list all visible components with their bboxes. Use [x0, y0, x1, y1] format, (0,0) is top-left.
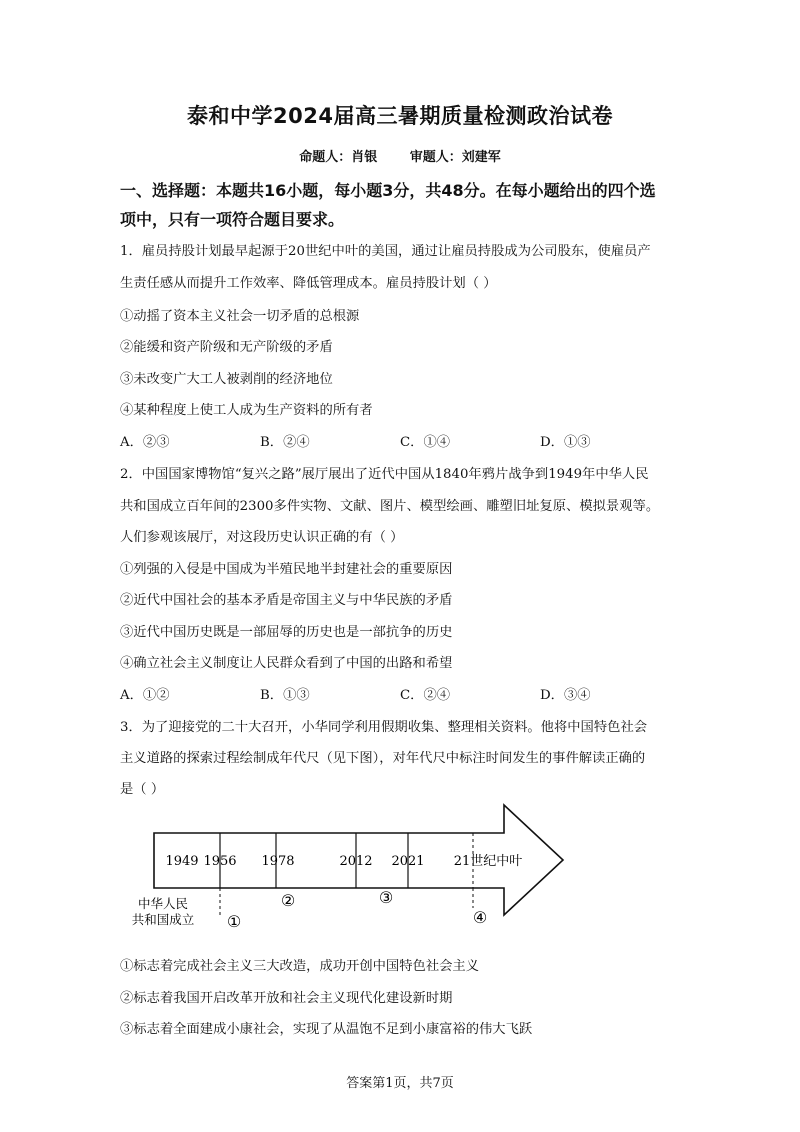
year-2021: 2021: [391, 854, 425, 869]
year-1949: 1949: [165, 854, 199, 869]
year-2012: 2012: [339, 854, 373, 869]
q1-stem-line2: 生责任感从而提升工作效率、降低管理成本。雇员持股计划（ ）: [120, 276, 497, 291]
q1-item-1: ①动摇了资本主义社会一切矛盾的总根源: [120, 309, 360, 324]
q3-item-1: ①标志着完成社会主义三大改造，成功开创中国特色社会主义: [120, 959, 480, 974]
q2-stem-line3: 人们参观该展厅，对这段历史认识正确的有（ ）: [120, 530, 404, 545]
q2-stem-line1: 2．中国国家博物馆“复兴之路”展厅展出了近代中国从1840年鸦片战争到1949年中华人民: [120, 467, 649, 482]
q1-option-b[interactable]: B．②④: [260, 435, 310, 450]
q2-option-b[interactable]: B．①③: [260, 688, 310, 703]
page-footer: 答案第1页，共7页: [346, 1076, 454, 1091]
exam-title: 泰和中学2024届高三暑期质量检测政治试卷: [187, 104, 613, 128]
q2-option-d[interactable]: D．③④: [540, 688, 591, 703]
q3-stem-line2: 主义道路的探索过程绘制成年代尺（见下图），对年代尺中标注时间发生的事件解读正确的: [120, 751, 646, 766]
section-heading-line2: 项中，只有一项符合题目要求。: [120, 210, 345, 229]
q1-stem-line1: 1．雇员持股计划最早起源于20世纪中叶的美国，通过让雇员持股成为公司股东，使雇员产: [120, 244, 651, 259]
marker-1: ①: [226, 912, 242, 931]
q1-item-4: ④某种程度上使工人成为生产资料的所有者: [120, 403, 373, 418]
year-1978: 1978: [261, 854, 295, 869]
q2-stem-line2: 共和国成立百年间的2300多件实物、文献、图片、模型绘画、雕塑旧址复原、模拟景观等。: [120, 499, 660, 514]
q1-option-a[interactable]: A．②③: [120, 435, 170, 450]
section-heading-line1: 一、选择题：本题共16小题，每小题3分，共48分。在每小题给出的四个选: [120, 181, 656, 200]
authors-line: [0, 146, 800, 165]
q3-item-2: ②标志着我国开启改革开放和社会主义现代化建设新时期: [120, 991, 453, 1006]
marker-3: ③: [378, 888, 394, 907]
q2-item-3: ③近代中国历史既是一部屈辱的历史也是一部抗争的历史: [120, 625, 453, 640]
q3-item-3: ③标志着全面建成小康社会，实现了从温饱不足到小康富裕的伟大飞跃: [120, 1022, 533, 1037]
q1-item-2: ②能缓和资产阶级和无产阶级的矛盾: [120, 340, 333, 355]
q2-option-c[interactable]: C．②④: [400, 688, 451, 703]
q2-item-1: ①列强的入侵是中国成为半殖民地半封建社会的重要原因: [120, 562, 453, 577]
marker-2: ②: [280, 891, 296, 910]
q3-stem-line1: 3．为了迎接党的二十大召开，小华同学利用假期收集、整理相关资料。他将中国特色社会: [120, 720, 648, 735]
timeline-figure: [118, 800, 578, 935]
q2-item-4: ④确立社会主义制度让人民群众看到了中国的出路和希望: [120, 656, 453, 671]
marker-4: ④: [472, 908, 488, 927]
q1-option-d[interactable]: D．①③: [540, 435, 591, 450]
year-1956: 1956: [203, 854, 237, 869]
q2-item-2: ②近代中国社会的基本矛盾是帝国主义与中华民族的矛盾: [120, 593, 453, 608]
q1-option-c[interactable]: C．①④: [400, 435, 451, 450]
q2-option-a[interactable]: A．①②: [120, 688, 170, 703]
question-reviewer: 审题人：刘建军: [409, 150, 501, 165]
caption-prc-line2: 共和国成立: [131, 912, 195, 927]
year-21st-century: 21世纪中叶: [453, 854, 523, 869]
q1-item-3: ③未改变广大工人被剥削的经济地位: [120, 372, 333, 387]
caption-prc-line1: 中华人民: [137, 896, 189, 911]
question-setter: 命题人：肖银: [299, 150, 378, 165]
q3-stem-line3: 是（ ）: [120, 782, 165, 797]
